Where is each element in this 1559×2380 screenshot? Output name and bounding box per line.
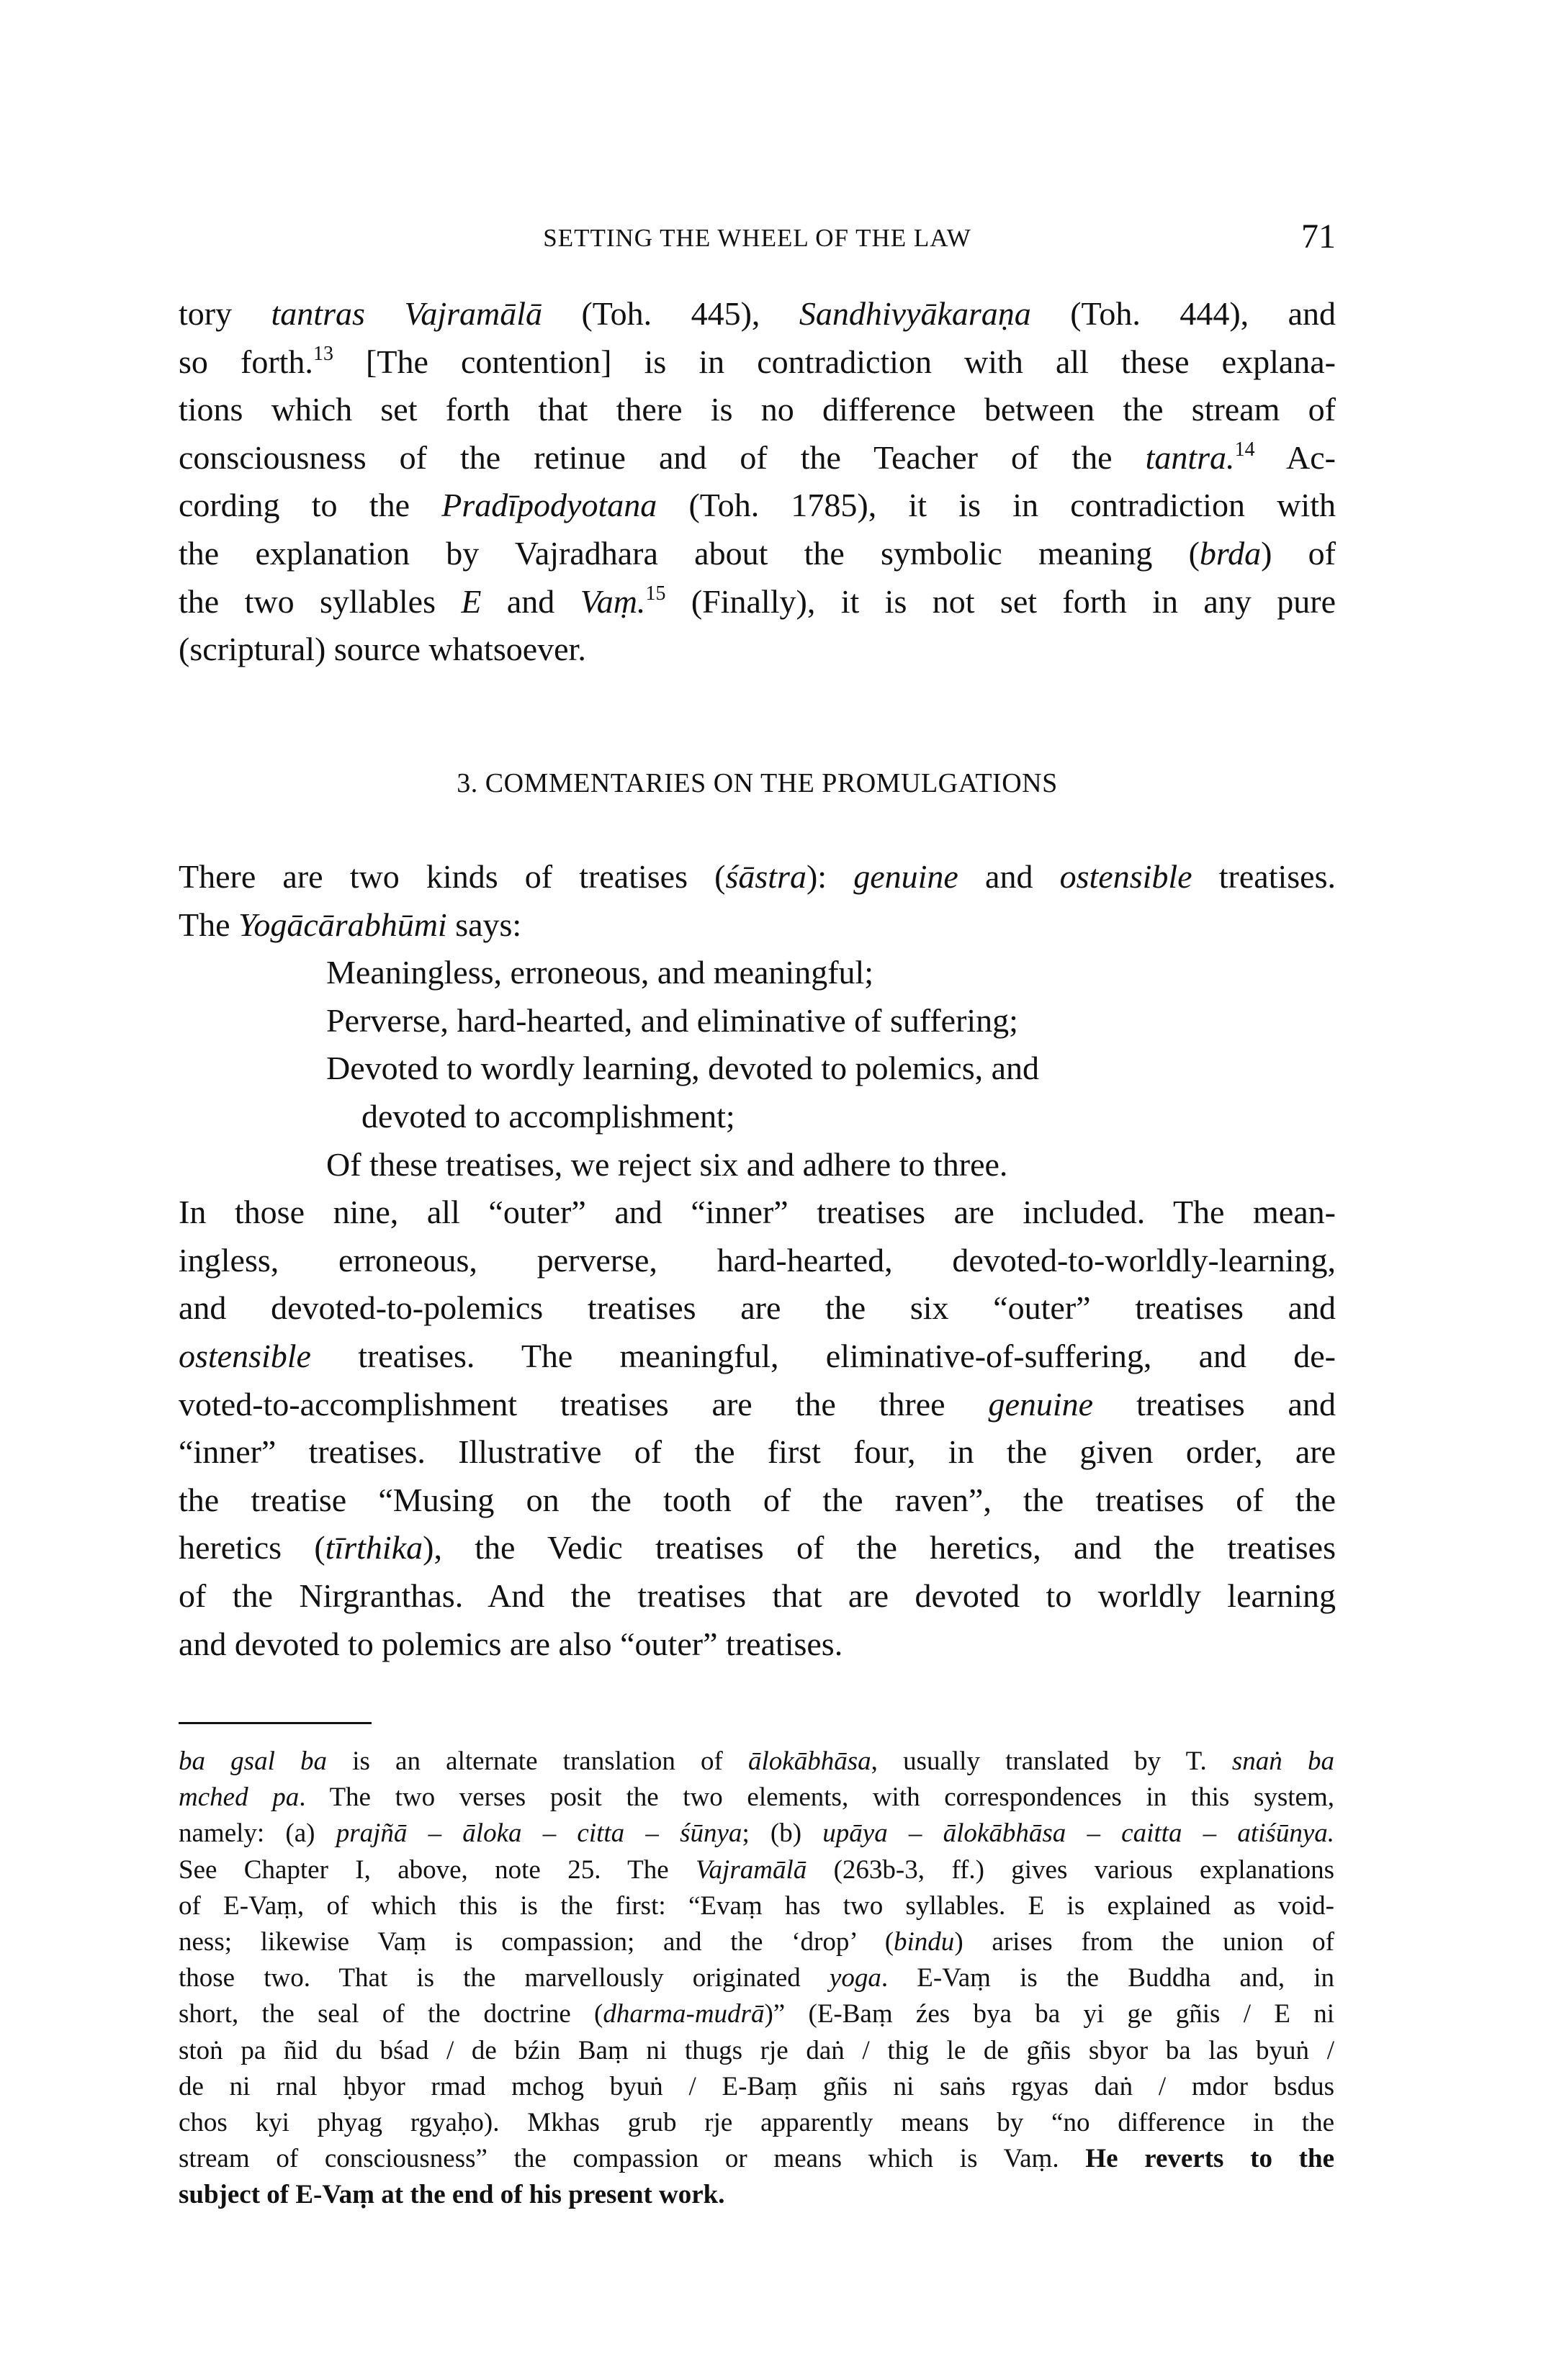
text-segment: )” (E-Baṃ źes bya ba yi ge gñis / E ni [764, 1999, 1335, 2029]
footnote-line [179, 1960, 1334, 1996]
text-segment: the treatise “Musing on the tooth of the raven”, the treatises of the [179, 1481, 1336, 1518]
italic-term: Vajramālā [696, 1854, 807, 1885]
text-segment: treatises. The meaningful, eliminative-of-suffering, and de- [310, 1337, 1336, 1374]
text-line [179, 901, 1336, 950]
footnote-rule [179, 1722, 372, 1724]
text-line [179, 1237, 1336, 1285]
italic-term: Vaṃ. [580, 582, 646, 620]
text-segment: tions which set forth that there is no difference between the stream of [179, 391, 1336, 428]
footnote-line [179, 1744, 1334, 1780]
text-segment: (Toh. 1785), it is in contradiction with [657, 487, 1336, 524]
footnote-line [179, 1924, 1334, 1960]
italic-term: Pradīpodyotana [441, 487, 657, 524]
italic-term: genuine [853, 858, 958, 895]
verse-line [179, 1141, 1336, 1189]
text-segment: heretics ( [179, 1529, 325, 1567]
text-line [179, 1572, 1336, 1621]
italic-term: mched pa [179, 1782, 300, 1813]
text-line [179, 853, 1336, 901]
text-line [179, 386, 1336, 434]
text-segment: (Toh. 444), and [1030, 295, 1336, 332]
text-segment: The [179, 906, 239, 943]
text-segment: . The two verses posit the two elements, with correspondences in this system, [299, 1782, 1334, 1813]
text-segment: namely: (a) [179, 1818, 336, 1849]
text-segment: (263b-3, ff.) gives various explanations [807, 1854, 1334, 1885]
text-segment: treatises. [1192, 858, 1336, 895]
text-segment: ) arises from the union of [954, 1926, 1335, 1957]
text-segment: short, the seal of the doctrine ( [179, 1999, 603, 2029]
text-segment: tory [179, 295, 271, 332]
italic-term: bindu [894, 1926, 955, 1957]
footnote-line [179, 2033, 1334, 2069]
text-segment: “inner” treatises. Illustrative of the first four, in the given order, are [179, 1433, 1336, 1471]
text-segment: Perverse, hard-hearted, and eliminative of suffering; [326, 1001, 1018, 1039]
text-line [179, 530, 1336, 578]
text-segment: . E-Vaṃ is the Buddha and, in [881, 1963, 1334, 1993]
italic-term: brda [1199, 534, 1262, 572]
text-segment: and devoted-to-polemics treatises are the six “outer” treatises and [179, 1289, 1336, 1327]
footnote-ref: 13 [313, 342, 333, 365]
text-line [179, 1524, 1336, 1572]
text-segment: and [958, 858, 1060, 895]
italic-term: ostensible [179, 1337, 311, 1374]
text-line [179, 578, 1336, 626]
text-segment: ; (b) [742, 1818, 823, 1849]
text-line [179, 1621, 1336, 1669]
text-segment: and [481, 582, 580, 620]
italic-term: tantra. [1145, 438, 1235, 476]
text-segment: devoted to accomplishment; [361, 1097, 735, 1135]
text-line [179, 1333, 1336, 1381]
text-line [179, 626, 1336, 674]
footnote-line [179, 1816, 1334, 1852]
text-segment: (Finally), it is not set forth in any pure [665, 582, 1336, 620]
text-segment: chos kyi phyag rgyaḥo). Mkhas grub rje apparently means by “no difference in the [179, 2107, 1334, 2137]
text-segment: See Chapter I, above, note 25. The [179, 1854, 696, 1885]
verse-line [179, 1093, 1336, 1141]
italic-term: śāstra [725, 858, 807, 895]
italic-term: prajñā – āloka – citta – śūnya [336, 1818, 742, 1849]
text-segment: is an alternate translation of [327, 1746, 749, 1776]
italic-term: ostensible [1059, 858, 1192, 895]
text-segment: so forth. [179, 343, 313, 380]
text-line [179, 1477, 1336, 1525]
text-segment: ingless, erroneous, perverse, hard-hearted, devoted-to-worldly-learning, [179, 1241, 1336, 1279]
text-segment: He reverts to the [1085, 2144, 1334, 2174]
text-segment: There are two kinds of treatises ( [179, 858, 726, 895]
text-line [179, 434, 1336, 482]
text-line [179, 290, 1336, 338]
text-segment: Of these treatises, we reject six and adhere to three. [326, 1145, 1008, 1183]
verse-line [179, 1045, 1336, 1093]
paragraph-1 [179, 290, 1336, 674]
text-segment: Devoted to wordly learning, devoted to polemics, and [326, 1050, 1040, 1087]
verse-line [179, 997, 1336, 1045]
text-segment: (scriptural) source whatsoever. [179, 631, 586, 668]
text-segment: ) of [1261, 534, 1336, 572]
text-segment: ness; likewise Vaṃ is compassion; and the ‘drop’ ( [179, 1926, 894, 1957]
text-segment: de ni rnal ḥbyor rmad mchog byuṅ / E-Baṃ gñis ni saṅs rgyas daṅ / mdor bsdus [179, 2071, 1334, 2101]
text-segment: says: [446, 906, 522, 943]
footnote-line [179, 1996, 1334, 2032]
text-line [179, 1284, 1336, 1333]
text-segment: and devoted to polemics are also “outer” treatises. [179, 1625, 843, 1662]
text-segment: treatises and [1093, 1385, 1336, 1423]
text-segment: subject of E-Vaṃ at the end of his present work. [179, 2180, 725, 2210]
footnote-ref: 15 [645, 582, 666, 605]
italic-term: ba gsal ba [179, 1746, 328, 1776]
text-segment: those two. That is the marvellously originated [179, 1963, 830, 1993]
footnote-line [179, 2177, 1334, 2213]
text-segment: voted-to-accomplishment treatises are the three [179, 1385, 989, 1423]
text-line [179, 1428, 1336, 1477]
footnote-line [179, 2141, 1334, 2177]
footnote-ref: 14 [1234, 438, 1255, 461]
italic-term: ālokābhāsa [748, 1746, 871, 1776]
text-segment: the two syllables [179, 582, 462, 620]
text-segment: cording to the [179, 487, 442, 524]
text-segment: stream of consciousness” the compassion or means which is Vaṃ. [179, 2144, 1086, 2174]
italic-term: genuine [988, 1385, 1094, 1423]
italic-term: Sandhivyākaraṇa [799, 295, 1031, 332]
text-segment: Meaningless, erroneous, and meaningful; [326, 954, 874, 991]
footnote-line [179, 1780, 1334, 1816]
footnote [179, 1744, 1334, 2213]
text-line [179, 1381, 1336, 1429]
italic-term: snaṅ ba [1231, 1746, 1334, 1776]
text-line [179, 1189, 1336, 1237]
running-header [179, 217, 1336, 258]
italic-term: upāya – ālokābhāsa – caitta – atiśūnya. [822, 1818, 1334, 1849]
footnote-line [179, 1852, 1334, 1888]
text-segment: stoṅ pa ñid du bśad / de bźin Baṃ ni thugs rje daṅ / thig le de gñis sbyor ba las byuṅ / [179, 2035, 1334, 2065]
italic-term: dharma-mudrā [603, 1999, 765, 2029]
text-segment: consciousness of the retinue and of the Teacher of the [179, 438, 1146, 476]
text-segment: ), the Vedic treatises of the heretics, and the treatises [423, 1529, 1336, 1567]
section-heading: 3. COMMENTARIES ON THE PROMULGATIONS [457, 768, 1058, 798]
text-segment: (Toh. 445), [542, 295, 799, 332]
text-segment: the explanation by Vajradhara about the symbolic meaning ( [179, 534, 1200, 572]
italic-term: E [461, 582, 482, 620]
text-segment: , usually translated by T. [871, 1746, 1232, 1776]
italic-term: tantras Vajramālā [271, 295, 543, 332]
footnote-line [179, 1888, 1334, 1924]
text-segment: Ac- [1254, 438, 1336, 476]
page-number: 71 [1301, 217, 1336, 256]
running-head-title: SETTING THE WHEEL OF THE LAW [543, 224, 971, 252]
footnote-line [179, 2069, 1334, 2105]
italic-term: tīrthika [325, 1529, 423, 1567]
paragraph-2 [179, 853, 1336, 1668]
text-line [179, 338, 1336, 387]
text-segment: of the Nirgranthas. And the treatises that are devoted to worldly learning [179, 1577, 1336, 1614]
text-segment: of E-Vaṃ, of which this is the first: “Evaṃ has two syllables. E is explained as void- [179, 1890, 1334, 1921]
text-segment: In those nine, all “outer” and “inner” treatises are included. The mean- [179, 1194, 1336, 1231]
verse-line [179, 949, 1336, 997]
italic-term: Yogācārabhūmi [238, 906, 447, 943]
text-segment: [The contention] is in contradiction with all these explana- [333, 343, 1336, 380]
text-segment: ): [806, 858, 854, 895]
footnote-line [179, 2105, 1334, 2141]
text-line [179, 482, 1336, 530]
italic-term: yoga [829, 1963, 881, 1993]
